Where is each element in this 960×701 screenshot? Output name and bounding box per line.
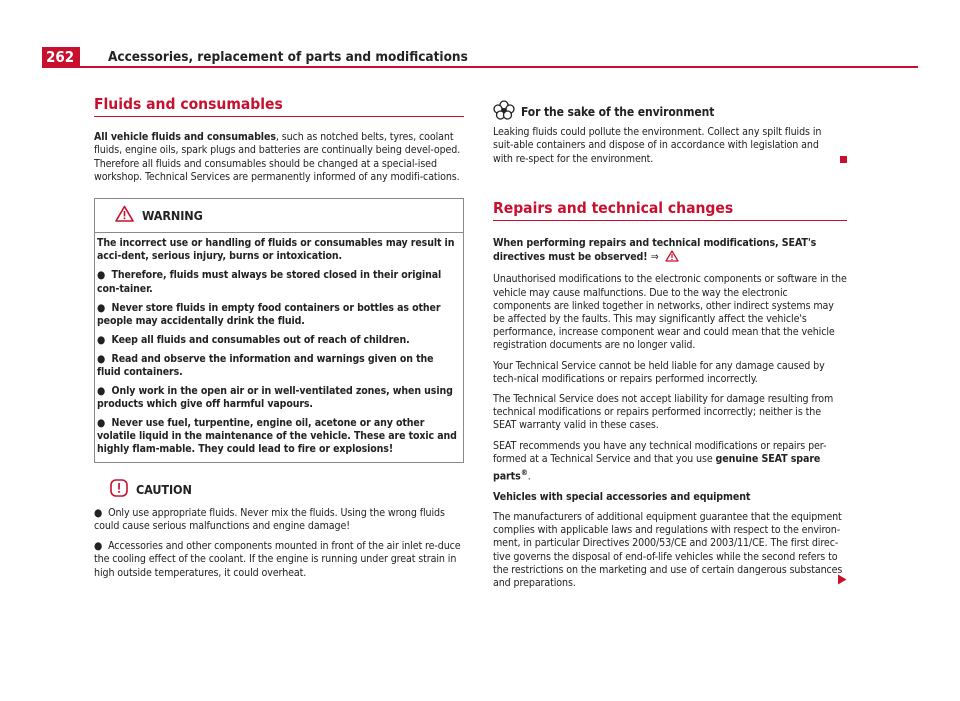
environment-header (493, 100, 847, 124)
paragraph-directives: The manufacturers of additional equipment guarantee that the equipment complies with applicable laws and regulations with respect to the environ-ment, in particular Directives 2000/53/CE and 2003/11/CE. The first direc-tive governs the disposal of end-of-life vehicles while the second refers to the restrictions on the marketing and use of certain dangerous substances and preparations. (493, 511, 847, 590)
warning-bullet: ● Never store fluids in empty food containers or bottles as other people may accidentally drink the fluid. (97, 301, 441, 327)
intro-bold: All vehicle fluids and consumables (94, 131, 276, 144)
section-heading-repairs: Repairs and technical changes (493, 202, 847, 221)
section-heading-fluids: Fluids and consumables (94, 98, 464, 117)
caution-exclamation-icon (110, 479, 128, 501)
spare-parts-emphasis: genuine SEAT spare parts (493, 452, 821, 483)
left-column (94, 95, 464, 587)
caution-title: CAUTION (136, 482, 192, 498)
warning-bullet: ● Keep all fluids and consumables out of reach of children. (97, 333, 410, 346)
warning-bullet: ● Only work in the open air or in well-ventilated zones, when using products which give off harmful vapours. (97, 385, 453, 411)
warning-header (95, 199, 463, 233)
environment-text: Leaking fluids could pollute the environment. Collect any spilt fluids in suit-able containers and dispose of in accordance with legislation and with re-spect for the environment. (493, 126, 847, 166)
directive-notice: When performing repairs and technical modifications, SEAT's directives must be observed! ⇒ (493, 237, 847, 266)
warning-body (95, 233, 463, 461)
environment-title: For the sake of the environment (521, 104, 715, 119)
header-rule (42, 66, 918, 68)
chapter-title: Accessories, replacement of parts and modifications (108, 49, 468, 65)
warning-intro: The incorrect use or handling of fluids or consumables may result in acci-dent, serious injury, burns or intoxication. (97, 237, 455, 263)
paragraph: Unauthorised modifications to the electronic components or software in the vehicle may cause malfunctions. Due to the way the electronic components are linked together in networks, other indirect systems may be affected by the faults. This may significantly affect the vehicle's performance, increase component wear and could mean that the vehicle registration documents are no longer valid. (493, 273, 847, 352)
cross-reference-arrow[interactable]: ⇒ (650, 251, 659, 264)
caution-bullet: ● Accessories and other components mounted in front of the air inlet re-duce the cooling effect of the coolant. If the engine is running under great strain in high outside temperatures, it could overheat. (94, 540, 461, 579)
end-of-section-icon (840, 156, 847, 163)
intro-text: , such as notched belts, tyres, coolant fluids, engine oils, spark plugs and batteries are continually being devel-oped. Therefore all fluids and consumables should be changed at a special-ised workshop. Technical Services are permanently informed of any modifi-cations. (94, 131, 461, 183)
warning-bullet: ● Never use fuel, turpentine, engine oil, acetone or any other volatile liquid in the maintenance of the vehicle. These are toxic and highly flam-mable. They could lead to fire or explosions! (97, 417, 457, 456)
warning-box (94, 198, 464, 463)
warning-triangle-icon[interactable] (665, 250, 679, 266)
paragraph: Your Technical Service cannot be held liable for any damage caused by tech-nical modifications or repairs performed incorrectly. (493, 359, 825, 385)
paragraph: SEAT recommends you have any technical modifications or repairs per-formed at a Technical Service and that you use genuine SEAT spare parts®. (493, 439, 827, 483)
caution-header (94, 479, 464, 501)
environment-flower-icon (493, 100, 515, 124)
subheading-special-accessories: Vehicles with special accessories and equipment (493, 490, 751, 503)
continue-arrow-icon (837, 574, 847, 589)
caution-bullet: ● Only use appropriate fluids. Never mix the fluids. Using the wrong fluids could cause serious malfunctions and engine damage! (94, 506, 445, 532)
right-column (493, 100, 847, 597)
warning-title: WARNING (142, 208, 203, 224)
page-number: 262 (42, 47, 80, 67)
warning-bullet: ● Therefore, fluids must always be stored closed in their original con-tainer. (97, 269, 442, 295)
warning-bullet: ● Read and observe the information and warnings given on the fluid containers. (97, 352, 434, 378)
warning-triangle-icon (115, 205, 134, 226)
intro-paragraph (94, 131, 464, 184)
paragraph: The Technical Service does not accept liability for damage resulting from technical modifications or repairs performed incorrectly; neither is the SEAT warranty valid in these cases. (493, 393, 834, 432)
